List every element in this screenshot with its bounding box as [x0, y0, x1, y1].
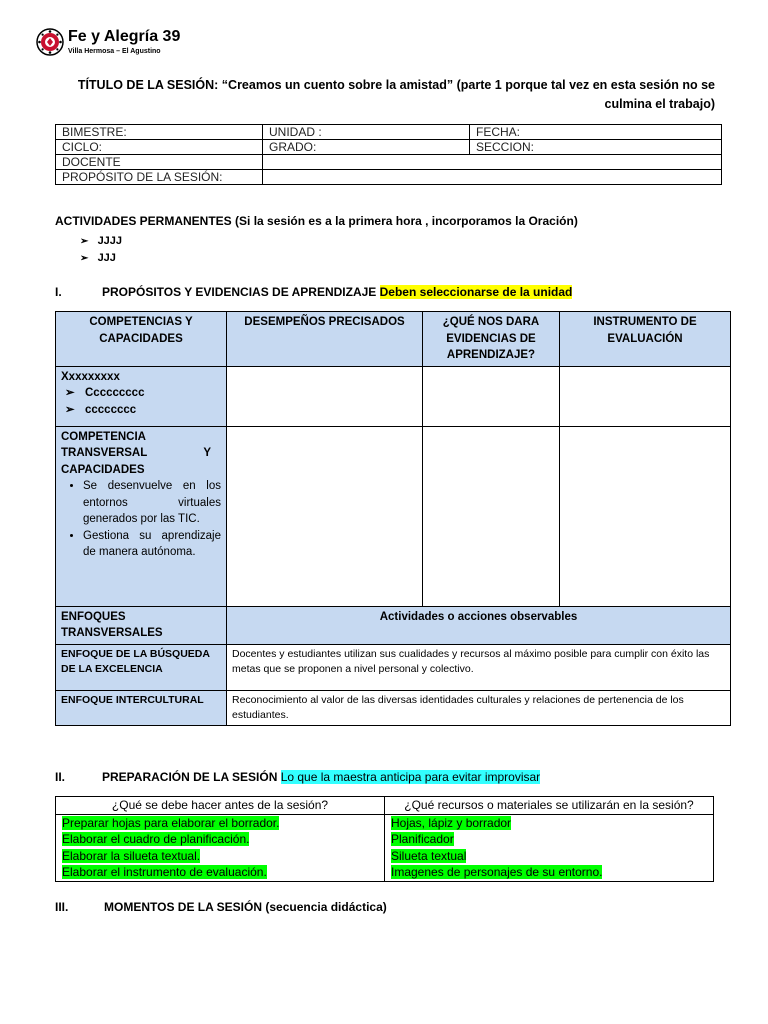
school-logo	[36, 28, 181, 61]
seccion-cell: SECCION:	[470, 140, 722, 155]
list-item: Elaborar el instrumento de evaluación.	[62, 865, 267, 879]
section-number: II.	[55, 770, 66, 784]
enfoque-name: ENFOQUE INTERCULTURAL	[56, 690, 227, 725]
list-item: Planificador	[391, 832, 454, 846]
docente-cell: DOCENTE	[56, 155, 263, 170]
empty-cell	[560, 426, 731, 606]
enfoque-name: ENFOQUE DE LA BÚSQUEDA DE LA EXCELENCIA	[56, 644, 227, 690]
arrow-bullet-icon: ➢	[65, 403, 75, 416]
list-item: ➢ JJJJ	[80, 235, 123, 247]
section-title: PREPARACIÓN DE LA SESIÓN	[102, 770, 278, 784]
section-2-heading	[55, 770, 541, 784]
unidad-cell: UNIDAD :	[263, 125, 470, 140]
competencia-cell	[56, 366, 227, 426]
section-1-heading	[55, 285, 573, 299]
proposito-value	[263, 170, 722, 185]
header-evidencias: ¿QUÉ NOS DARA EVIDENCIAS DE APRENDIZAJE?	[423, 312, 560, 367]
empty-cell	[423, 426, 560, 606]
school-seal-icon	[36, 28, 64, 56]
list-item: Hojas, lápiz y borrador	[391, 815, 512, 830]
recursos-cell	[385, 814, 714, 881]
header-instrumento: INSTRUMENTO DE EVALUACIÓN	[560, 312, 731, 367]
empty-cell	[560, 366, 731, 426]
list-item: Elaborar la silueta textual.	[62, 848, 201, 863]
enfoque-text: Reconocimiento al valor de las diversas identidades culturales y relaciones de pertenencia de los estudiantes.	[227, 690, 731, 725]
school-name: Fe y Alegría 39	[68, 28, 181, 45]
acciones-title: Actividades o acciones observables	[227, 606, 731, 644]
docente-value	[263, 155, 722, 170]
section-title: MOMENTOS DE LA SESIÓN	[104, 900, 263, 914]
header-antes: ¿Qué se debe hacer antes de la sesión?	[56, 797, 385, 815]
session-title-line1: TÍTULO DE LA SESIÓN: “Creamos un cuento sobre la amistad” (parte 1 porque tal vez en esta sesión no se	[77, 78, 715, 92]
antes-cell	[56, 814, 385, 881]
preparacion-table	[55, 796, 714, 882]
session-title-line2: culmina el trabajo)	[604, 97, 715, 111]
actividades-heading: ACTIVIDADES PERMANENTES	[55, 214, 232, 228]
propositos-table	[55, 311, 731, 726]
section-number: I.	[55, 285, 62, 299]
arrow-bullet-icon: ➢	[65, 387, 75, 399]
section-highlight: Lo que la maestra anticipa para evitar improvisar	[280, 770, 541, 784]
section-note: (secuencia didáctica)	[265, 900, 387, 914]
list-item: Elaborar el cuadro de planificación.	[62, 832, 250, 846]
grado-cell: GRADO:	[263, 140, 470, 155]
header-desempenos: DESEMPEÑOS PRECISADOS	[227, 312, 423, 367]
fecha-cell: FECHA:	[470, 125, 722, 140]
arrow-bullet-icon: ➢	[80, 236, 89, 247]
transversal-cell	[56, 426, 227, 606]
list-item: • Gestiona su aprendizaje de manera autónoma.	[83, 528, 221, 561]
empty-cell	[423, 366, 560, 426]
list-item: ➢ JJJ	[80, 252, 116, 264]
arrow-bullet-icon: ➢	[80, 253, 89, 264]
session-info-table	[55, 124, 722, 185]
section-3-heading	[55, 900, 387, 914]
list-item: Silueta textual	[391, 848, 467, 863]
competencia-name: Xxxxxxxxx	[61, 370, 120, 383]
list-item: Imagenes de personajes de su entorno.	[391, 865, 603, 879]
actividades-list	[80, 233, 122, 267]
actividades-note: (Si la sesión es a la primera hora , incorporamos la Oración)	[235, 214, 578, 228]
section-title: PROPÓSITOS Y EVIDENCIAS DE APRENDIZAJE	[102, 285, 377, 299]
header-recursos: ¿Qué recursos o materiales se utilizarán en la sesión?	[385, 797, 714, 815]
proposito-cell: PROPÓSITO DE LA SESIÓN:	[56, 170, 263, 185]
transversal-title: COMPETENCIA TRANSVERSAL Y CAPACIDADES	[61, 430, 211, 476]
actividades-permanentes	[55, 214, 578, 228]
list-item: • Se desenvuelve en los entornos virtuales generados por las TIC.	[83, 478, 221, 528]
header-competencias: COMPETENCIAS Y CAPACIDADES	[56, 312, 227, 367]
ciclo-cell: CICLO:	[56, 140, 263, 155]
empty-cell	[227, 366, 423, 426]
section-number: III.	[55, 900, 69, 914]
enfoque-text: Docentes y estudiantes utilizan sus cualidades y recursos al máximo posible para cumplir con éxito las metas que se proponen a nivel personal y colectivo.	[227, 644, 731, 690]
school-location: Villa Hermosa – El Agustino	[68, 48, 161, 55]
list-item: Preparar hojas para elaborar el borrador.	[62, 815, 280, 830]
section-highlight: Deben seleccionarse de la unidad	[379, 285, 573, 299]
list-item: ➢ cccccccc	[61, 402, 221, 419]
session-title	[60, 76, 715, 114]
enfoques-title: ENFOQUES TRANSVERSALES	[56, 606, 227, 644]
empty-cell	[227, 426, 423, 606]
bimestre-cell: BIMESTRE:	[56, 125, 263, 140]
list-item: ➢ Ccccccccc	[61, 385, 221, 402]
